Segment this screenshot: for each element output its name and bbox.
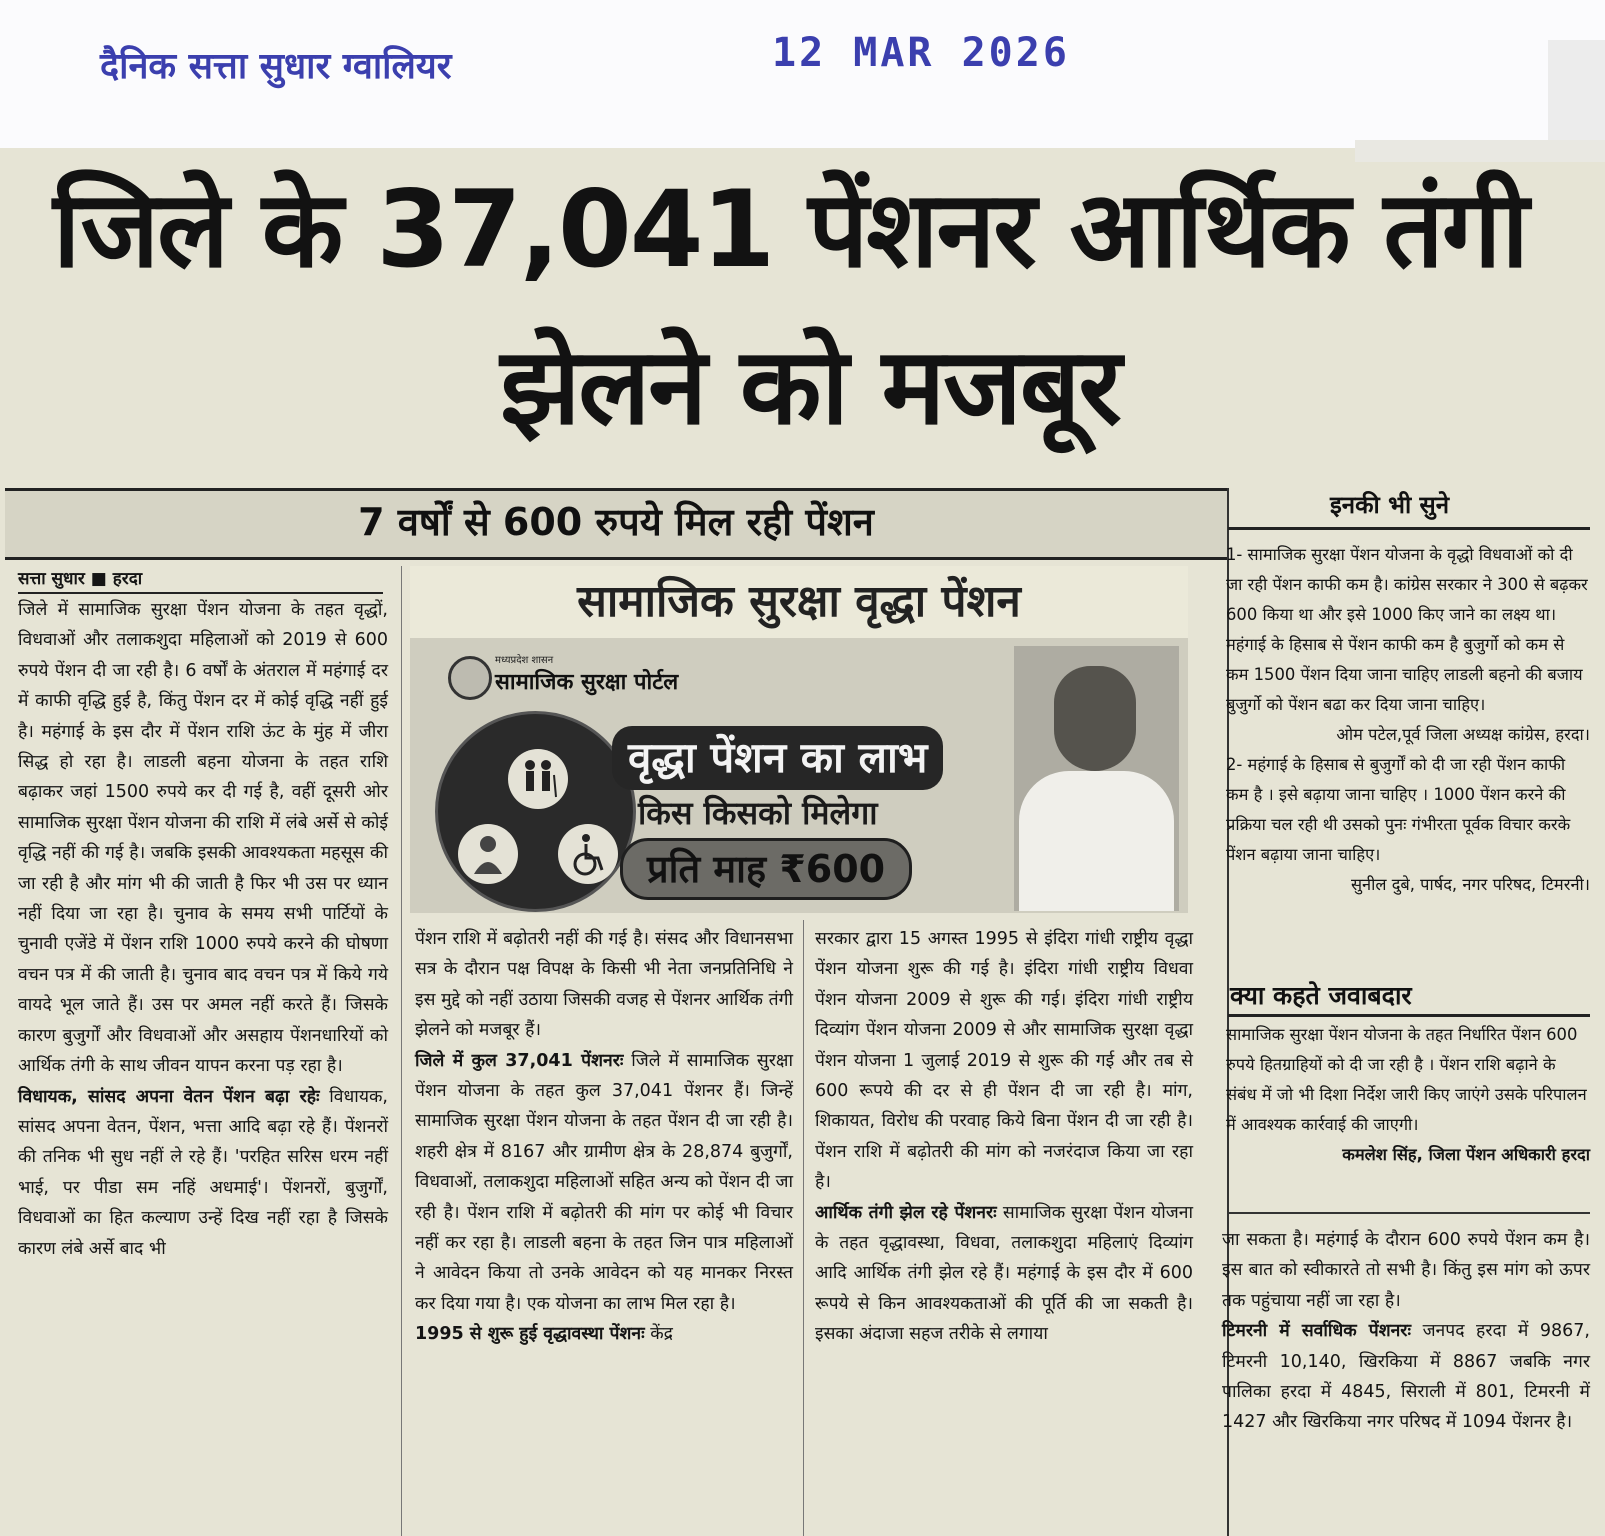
section-text: केंद्र (650, 1324, 673, 1345)
comment: 1- सामाजिक सुरक्षा पेंशन योजना के वृद्धो विधवाओं को दी जा रही पेंशन काफी कम है। कांग्रेस सरकार ने 300 से बढ़कर 600 किया था और इसे 1000 किए जाने का लक्ष्य था। महंगाई के हिसाब से पेंशन काफी कम है बुजुर्गो को कम से कम 1500 पेंशन दिया जाना चाहिए लाडली बहनो की बजाय बुजुर्गो को पेंशन बढा कर दिया जाना चाहिए। (1226, 545, 1588, 714)
divider (1228, 1014, 1590, 1017)
paragraph (1222, 1316, 1590, 1438)
article-column-2 (415, 924, 793, 1350)
stamp-area (0, 0, 1605, 148)
benefit-question: किस किसको मिलेगा (638, 794, 878, 832)
section-heading: टिमरनी में सर्वाधिक पेंशनरः (1222, 1321, 1411, 1342)
paragraph (415, 1046, 793, 1320)
graphic-banner: सामाजिक सुरक्षा वृद्धा पेंशन (410, 566, 1188, 638)
government-emblem-icon (448, 656, 492, 700)
paragraph: जिले में सामाजिक सुरक्षा पेंशन योजना के तहत वृद्धों, विधवाओं और तलाकशुदा महिलाओं को 2019 से 600 रुपये पेंशन दी जा रही है। 6 वर्षों के अंतराल में महंगाई दर में काफी वृद्धि हुई है, किंतु पेंशन दर में कोई वृद्धि नहीं हुई है। महंगाई के इस दौर में पेंशन राशि ऊंट के मुंह में जीरा सिद्ध हो रहा है। लाडली बहना योजना के तहत राशि बढ़ाकर जहां 1500 रुपये कर दी गई है, वहीं दूसरी ओर सामाजिक सुरक्षा पेंशन योजना की राशि में लंबे अर्से से कोई वृद्धि नहीं की गई है। जबकि इसकी आवश्यकता महसूस की जा रही है और मांग भी की जाती है फिर भी उस पर ध्यान नहीं दिया जा रहा है। चुनाव के समय सभी पार्टियों के चुनावी एजेंडे में पेंशन राशि 1000 रुपये करने की घोषणा वचन पत्र में की जाती है। चुनाव बाद वचन पत्र में किये गये वायदे भूल जाते हैं। उस पर अमल नहीं करते हैं। जिसके कारण बुजुर्गों और विधवाओं और असहाय पेंशनधारियों को आर्थिक तंगी के साथ जीवन यापन करना पड़ रहा है। (18, 600, 388, 1077)
elderly-couple-icon (508, 749, 568, 809)
person-photo (1014, 646, 1179, 911)
comment-author: सुनील दुबे, पार्षद, नगर परिषद, टिमरनी। (1350, 875, 1590, 894)
byline: सत्ता सुधार ■ हरदा (18, 566, 383, 594)
portal-name: सामाजिक सुरक्षा पोर्टल (495, 670, 679, 695)
section-heading: आर्थिक तंगी झेल रहे पेंशनरः (815, 1202, 997, 1223)
official-title: क्या कहते जवाबदार (1230, 981, 1412, 1010)
headline: जिले के 37,041 पेंशनर आर्थिक तंगी (53, 168, 1527, 291)
person-body (1019, 771, 1174, 911)
section-text: जिले में सामाजिक सुरक्षा पेंशन योजना के तहत कुल 37,041 पेंशनर हैं। जिन्हें सामाजिक सुरक्षा पेंशन योजना के तहत पेंशन दी जा रही है। शहरी क्षेत्र में 8167 और ग्रामीण क्षेत्र के 28,874 बुजुर्गों, विधवाओं, तलाकशुदा महिलाओं सहित अन्य को पेंशन दी जा रही है। पेंशन राशि में बढ़ोतरी की मांग पर कोई भी विचार नहीं कर रहा है। लाडली बहना के तहत जिन पात्र महिलाओं ने आवेदन किया तो उनके आवेदन को यह मानकर निरस्त कर दिया गया है। एक योजना का लाभ मिल रहा है। (415, 1050, 793, 1314)
paragraph: जा सकता है। महंगाई के दौरान 600 रुपये पेंशन कम है। इस बात को स्वीकारते तो सभी है। किंतु इस मांग को ऊपर तक पहुंचाया नहीं जा रहा है। (1222, 1230, 1590, 1311)
subheadline: 7 वर्षों से 600 रुपये मिल रही पेंशन (5, 488, 1227, 560)
official-author: कमलेश सिंह, जिला पेंशन अधिकारी हरदा (1342, 1145, 1590, 1164)
sidebar-comments (1226, 540, 1590, 900)
section-text: जनपद हरदा में 9867, टिमरनी 10,140, खिरकिया में 8867 जबकि नगर पालिका हरदा में 4845, सिराली में 801, टिमरनी में 1427 और खिरकिया नगर परिषद में 1094 पेंशनर है। (1222, 1321, 1590, 1433)
sidebar-title: इनकी भी सुने (1330, 491, 1450, 519)
divider (1228, 527, 1590, 530)
section-text: सामाजिक सुरक्षा पेंशन योजना के तहत वृद्धावस्था, विधवा, तलाकशुदा महिलाएं दिव्यांग आदि आर्थिक तंगी झेल रहे हैं। महंगाई के इस दौर में 600 रूपये से किन आवश्यकताओं की पूर्ति की जा सकती है। इसका अंदाजा सहज तरीके से लगाया (815, 1202, 1193, 1345)
beneficiary-circle (435, 711, 636, 912)
divider (1228, 1212, 1590, 1214)
benefit-amount: प्रति माह ₹600 (620, 838, 912, 900)
comment-author: ओम पटेल,पूर्व जिला अध्यक्ष कांग्रेस, हरदा। (1336, 725, 1590, 744)
section-text: विधायक, सांसद अपना वेतन, पेंशन, भत्ता आदि बढ़ा रहे हैं। पेंशनरों की तनिक भी सुध नहीं ले रहे हैं। 'परहित सरिस धरम नहीं भाई, पर पीडा सम नहिं अधमाई'। पेंशनरों, बुजुर्गों, विधवाओं का हित कल्याण उन्हें दिख नहीं रहा है जिसके कारण लंबे अर्से बाद भी (18, 1086, 388, 1259)
paragraph: पेंशन राशि में बढ़ोतरी नहीं की गई है। संसद और विधानसभा सत्र के दौरान पक्ष विपक्ष के किसी भी नेता जनप्रतिनिधि ने इस मुद्दे को नहीं उठाया जिसकी वजह से पेंशनर आर्थिक तंगी झेलने को मजबूर हैं। (415, 929, 793, 1041)
paragraph (815, 1198, 1193, 1350)
newspaper-name-stamp: दैनिक सत्ता सुधार ग्वालियर (100, 46, 452, 87)
article-column-3 (815, 924, 1193, 1350)
portal-subtitle: मध्यप्रदेश शासन (495, 655, 554, 666)
section-heading: जिले में कुल 37,041 पेंशनरः (415, 1050, 624, 1071)
article-column-1 (18, 595, 388, 1264)
paragraph: सरकार द्वारा 15 अगस्त 1995 से इंदिरा गांधी राष्ट्रीय वृद्धा पेंशन योजना शुरू की गई है। इंदिरा गांधी राष्ट्रीय विधवा पेंशन योजना 2009 से शुरू की गई। इंदिरा गांधी राष्ट्रीय दिव्यांग पेंशन योजना 2009 से और सामाजिक सुरक्षा वृद्धा पेंशन योजना 1 जुलाई 2019 से शुरू की गई और तब से 600 रूपये की दर से ही पेंशन दी जा रही है। मांग, शिकायत, विरोध की परवाह किये बिना पेंशन दी जा रही है। पेंशन राशि में बढ़ोतरी की मांग को नजरंदाज किया जा रहा है। (815, 929, 1193, 1193)
column-divider (401, 566, 402, 1536)
paragraph (415, 1319, 793, 1349)
date-stamp: 12 MAR 2026 (772, 30, 1070, 76)
article-column-4 (1222, 1225, 1590, 1438)
paragraph (18, 1082, 388, 1264)
section-heading: 1995 से शुरू हुई वृद्धावस्था पेंशनः (415, 1324, 645, 1345)
paper-edge (1548, 40, 1605, 148)
comment: 2- महंगाई के हिसाब से बुजुर्गों को दी जा रही पेंशन काफी कम है । इसे बढ़ाया जाना चाहिए । 1000 पेंशन करने की प्रक्रिया चल रही थी उसको पुनः गंभीरता पूर्वक विचार करके पेंशन बढ़ाया जाना चाहिए। (1226, 755, 1571, 864)
wheelchair-icon (558, 824, 618, 884)
woman-icon (458, 824, 518, 884)
person-head (1054, 666, 1136, 771)
pension-graphic (410, 566, 1188, 913)
paper-edge (1355, 140, 1605, 162)
official-reply (1226, 1020, 1590, 1170)
benefit-title: वृद्धा पेंशन का लाभ (612, 726, 943, 790)
section-heading: विधायक, सांसद अपना वेतन पेंशन बढ़ा रहेः (18, 1086, 320, 1107)
official-text: सामाजिक सुरक्षा पेंशन योजना के तहत निर्धारित पेंशन 600 रुपये हितग्राहियों को दी जा रही है । पेंशन राशि बढ़ाने के संबंध में जो भी दिशा निर्देश जारी किए जाएंगे उसके परिपालन में आवश्यक कार्रवाई की जाएगी। (1226, 1025, 1587, 1134)
column-divider (803, 920, 804, 1536)
headline-line2: झेलने को मजबूर (500, 325, 1120, 448)
